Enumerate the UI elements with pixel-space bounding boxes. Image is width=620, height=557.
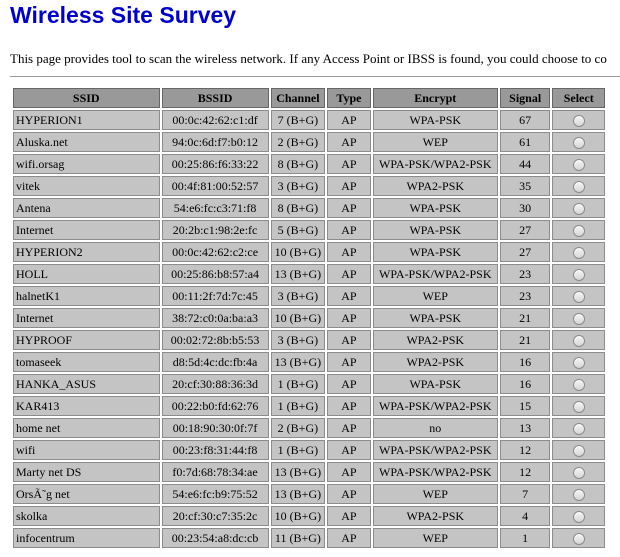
cell-channel: 8 (B+G) xyxy=(271,154,326,174)
cell-select xyxy=(552,484,605,504)
cell-encrypt: WPA2-PSK xyxy=(373,176,498,196)
cell-bssid: 00:25:86:f6:33:22 xyxy=(162,154,269,174)
select-radio[interactable] xyxy=(573,225,585,237)
table-row xyxy=(13,220,605,240)
cell-select xyxy=(552,440,605,460)
cell-signal: 61 xyxy=(500,132,551,152)
cell-encrypt: WEP xyxy=(373,286,498,306)
cell-type: AP xyxy=(327,440,370,460)
cell-encrypt: WPA-PSK xyxy=(373,110,498,130)
cell-encrypt: WEP xyxy=(373,528,498,548)
cell-encrypt: WPA2-PSK xyxy=(373,330,498,350)
cell-bssid: 00:25:86:b8:57:a4 xyxy=(162,264,269,284)
cell-bssid: f0:7d:68:78:34:ae xyxy=(162,462,269,482)
table-row xyxy=(13,264,605,284)
cell-bssid: 00:22:b0:fd:62:76 xyxy=(162,396,269,416)
cell-bssid: 54:e6:fc:b9:75:52 xyxy=(162,484,269,504)
table-row xyxy=(13,198,605,218)
cell-ssid: HYPROOF xyxy=(13,330,160,350)
table-row xyxy=(13,506,605,526)
cell-signal: 16 xyxy=(500,374,551,394)
cell-bssid: 00:0c:42:62:c2:ce xyxy=(162,242,269,262)
table-row xyxy=(13,396,605,416)
cell-signal: 23 xyxy=(500,286,551,306)
table-row xyxy=(13,242,605,262)
cell-type: AP xyxy=(327,462,370,482)
header-channel: Channel xyxy=(271,88,326,108)
select-radio[interactable] xyxy=(573,115,585,127)
cell-channel: 10 (B+G) xyxy=(271,308,326,328)
cell-signal: 12 xyxy=(500,462,551,482)
select-radio[interactable] xyxy=(573,203,585,215)
select-radio[interactable] xyxy=(573,137,585,149)
site-survey-table xyxy=(11,86,607,550)
header-ssid: SSID xyxy=(13,88,160,108)
select-radio[interactable] xyxy=(573,423,585,435)
cell-bssid: 20:cf:30:88:36:3d xyxy=(162,374,269,394)
cell-select xyxy=(552,506,605,526)
select-radio[interactable] xyxy=(573,445,585,457)
cell-signal: 21 xyxy=(500,330,551,350)
table-row xyxy=(13,132,605,152)
cell-type: AP xyxy=(327,330,370,350)
cell-ssid: Aluska.net xyxy=(13,132,160,152)
cell-signal: 16 xyxy=(500,352,551,372)
cell-ssid: OrsÃ˜g net xyxy=(13,484,160,504)
cell-signal: 12 xyxy=(500,440,551,460)
cell-type: AP xyxy=(327,374,370,394)
cell-select xyxy=(552,264,605,284)
cell-channel: 2 (B+G) xyxy=(271,132,326,152)
page-description: This page provides tool to scan the wireless network. If any Access Point or IBSS is found, you could choose to co xyxy=(10,51,607,66)
select-radio[interactable] xyxy=(573,335,585,347)
select-radio[interactable] xyxy=(573,181,585,193)
select-radio[interactable] xyxy=(573,379,585,391)
cell-encrypt: WPA-PSK/WPA2-PSK xyxy=(373,264,498,284)
cell-channel: 13 (B+G) xyxy=(271,264,326,284)
select-radio[interactable] xyxy=(573,467,585,479)
cell-type: AP xyxy=(327,286,370,306)
table-row xyxy=(13,110,605,130)
table-body xyxy=(13,110,605,548)
cell-ssid: wifi xyxy=(13,440,160,460)
cell-encrypt: WPA-PSK/WPA2-PSK xyxy=(373,154,498,174)
cell-select xyxy=(552,242,605,262)
cell-channel: 1 (B+G) xyxy=(271,440,326,460)
cell-channel: 1 (B+G) xyxy=(271,396,326,416)
cell-channel: 13 (B+G) xyxy=(271,352,326,372)
cell-ssid: home net xyxy=(13,418,160,438)
cell-channel: 13 (B+G) xyxy=(271,462,326,482)
cell-ssid: KAR413 xyxy=(13,396,160,416)
cell-select xyxy=(552,330,605,350)
cell-signal: 23 xyxy=(500,264,551,284)
cell-channel: 3 (B+G) xyxy=(271,330,326,350)
cell-channel: 3 (B+G) xyxy=(271,176,326,196)
cell-encrypt: WPA-PSK xyxy=(373,220,498,240)
cell-channel: 3 (B+G) xyxy=(271,286,326,306)
cell-type: AP xyxy=(327,132,370,152)
cell-ssid: Marty net DS xyxy=(13,462,160,482)
cell-channel: 5 (B+G) xyxy=(271,220,326,240)
header-encrypt: Encrypt xyxy=(373,88,498,108)
cell-select xyxy=(552,220,605,240)
cell-type: AP xyxy=(327,198,370,218)
cell-type: AP xyxy=(327,528,370,548)
cell-select xyxy=(552,418,605,438)
cell-select xyxy=(552,198,605,218)
cell-ssid: skolka xyxy=(13,506,160,526)
cell-ssid: HANKA_ASUS xyxy=(13,374,160,394)
table-row xyxy=(13,308,605,328)
table-row xyxy=(13,176,605,196)
cell-encrypt: WPA2-PSK xyxy=(373,506,498,526)
cell-encrypt: WPA-PSK xyxy=(373,198,498,218)
select-radio[interactable] xyxy=(573,533,585,545)
header-type: Type xyxy=(327,88,370,108)
table-row xyxy=(13,352,605,372)
divider xyxy=(10,76,620,77)
cell-encrypt: WPA2-PSK xyxy=(373,352,498,372)
cell-type: AP xyxy=(327,506,370,526)
page-title: Wireless Site Survey xyxy=(10,2,237,28)
select-radio[interactable] xyxy=(573,511,585,523)
cell-channel: 10 (B+G) xyxy=(271,242,326,262)
table-row xyxy=(13,484,605,504)
cell-type: AP xyxy=(327,352,370,372)
cell-signal: 44 xyxy=(500,154,551,174)
cell-select xyxy=(552,462,605,482)
cell-select xyxy=(552,528,605,548)
cell-select xyxy=(552,110,605,130)
table-row xyxy=(13,374,605,394)
cell-type: AP xyxy=(327,176,370,196)
cell-bssid: 00:11:2f:7d:7c:45 xyxy=(162,286,269,306)
cell-type: AP xyxy=(327,154,370,174)
cell-signal: 15 xyxy=(500,396,551,416)
cell-bssid: 20:2b:c1:98:2e:fc xyxy=(162,220,269,240)
cell-signal: 27 xyxy=(500,242,551,262)
table-row xyxy=(13,330,605,350)
cell-select xyxy=(552,154,605,174)
cell-encrypt: WPA-PSK xyxy=(373,242,498,262)
cell-ssid: Internet xyxy=(13,220,160,240)
cell-signal: 4 xyxy=(500,506,551,526)
cell-encrypt: WPA-PSK xyxy=(373,374,498,394)
header-bssid: BSSID xyxy=(162,88,269,108)
cell-bssid: 94:0c:6d:f7:b0:12 xyxy=(162,132,269,152)
cell-ssid: HOLL xyxy=(13,264,160,284)
cell-encrypt: WPA-PSK/WPA2-PSK xyxy=(373,440,498,460)
cell-channel: 7 (B+G) xyxy=(271,110,326,130)
cell-ssid: infocentrum xyxy=(13,528,160,548)
cell-select xyxy=(552,396,605,416)
cell-signal: 67 xyxy=(500,110,551,130)
cell-ssid: Internet xyxy=(13,308,160,328)
table-row xyxy=(13,528,605,548)
cell-channel: 8 (B+G) xyxy=(271,198,326,218)
cell-bssid: 00:23:f8:31:44:f8 xyxy=(162,440,269,460)
select-radio[interactable] xyxy=(573,291,585,303)
cell-bssid: 20:cf:30:c7:35:2c xyxy=(162,506,269,526)
table-row xyxy=(13,440,605,460)
cell-ssid: wifi.orsag xyxy=(13,154,160,174)
table-row xyxy=(13,418,605,438)
cell-select xyxy=(552,132,605,152)
cell-signal: 21 xyxy=(500,308,551,328)
cell-type: AP xyxy=(327,484,370,504)
cell-type: AP xyxy=(327,308,370,328)
cell-signal: 1 xyxy=(500,528,551,548)
header-select: Select xyxy=(552,88,605,108)
cell-select xyxy=(552,286,605,306)
cell-bssid: 00:02:72:8b:b5:53 xyxy=(162,330,269,350)
cell-type: AP xyxy=(327,242,370,262)
select-radio[interactable] xyxy=(573,269,585,281)
cell-type: AP xyxy=(327,220,370,240)
cell-signal: 27 xyxy=(500,220,551,240)
cell-bssid: 00:0c:42:62:c1:df xyxy=(162,110,269,130)
cell-bssid: d8:5d:4c:dc:fb:4a xyxy=(162,352,269,372)
cell-select xyxy=(552,374,605,394)
cell-channel: 13 (B+G) xyxy=(271,484,326,504)
table-row xyxy=(13,462,605,482)
cell-bssid: 38:72:c0:0a:ba:a3 xyxy=(162,308,269,328)
cell-channel: 1 (B+G) xyxy=(271,374,326,394)
cell-signal: 7 xyxy=(500,484,551,504)
cell-ssid: tomaseek xyxy=(13,352,160,372)
cell-select xyxy=(552,352,605,372)
cell-bssid: 54:e6:fc:c3:71:f8 xyxy=(162,198,269,218)
cell-channel: 10 (B+G) xyxy=(271,506,326,526)
cell-bssid: 00:4f:81:00:52:57 xyxy=(162,176,269,196)
cell-select xyxy=(552,308,605,328)
cell-bssid: 00:18:90:30:0f:7f xyxy=(162,418,269,438)
cell-ssid: vitek xyxy=(13,176,160,196)
cell-signal: 13 xyxy=(500,418,551,438)
cell-encrypt: no xyxy=(373,418,498,438)
cell-type: AP xyxy=(327,264,370,284)
cell-type: AP xyxy=(327,396,370,416)
table-header-row xyxy=(13,88,605,108)
cell-encrypt: WPA-PSK xyxy=(373,308,498,328)
cell-channel: 2 (B+G) xyxy=(271,418,326,438)
table-row xyxy=(13,286,605,306)
cell-bssid: 00:23:54:a8:dc:cb xyxy=(162,528,269,548)
cell-signal: 35 xyxy=(500,176,551,196)
select-radio[interactable] xyxy=(573,357,585,369)
select-radio[interactable] xyxy=(573,313,585,325)
cell-type: AP xyxy=(327,110,370,130)
select-radio[interactable] xyxy=(573,247,585,259)
select-radio[interactable] xyxy=(573,159,585,171)
cell-ssid: HYPERION2 xyxy=(13,242,160,262)
cell-encrypt: WPA-PSK/WPA2-PSK xyxy=(373,396,498,416)
cell-signal: 30 xyxy=(500,198,551,218)
cell-type: AP xyxy=(327,418,370,438)
select-radio[interactable] xyxy=(573,489,585,501)
header-signal: Signal xyxy=(500,88,551,108)
table-row xyxy=(13,154,605,174)
cell-encrypt: WPA-PSK/WPA2-PSK xyxy=(373,462,498,482)
cell-encrypt: WEP xyxy=(373,132,498,152)
cell-ssid: HYPERION1 xyxy=(13,110,160,130)
cell-select xyxy=(552,176,605,196)
cell-ssid: halnetK1 xyxy=(13,286,160,306)
cell-ssid: Antena xyxy=(13,198,160,218)
cell-encrypt: WEP xyxy=(373,484,498,504)
select-radio[interactable] xyxy=(573,401,585,413)
cell-channel: 11 (B+G) xyxy=(271,528,326,548)
